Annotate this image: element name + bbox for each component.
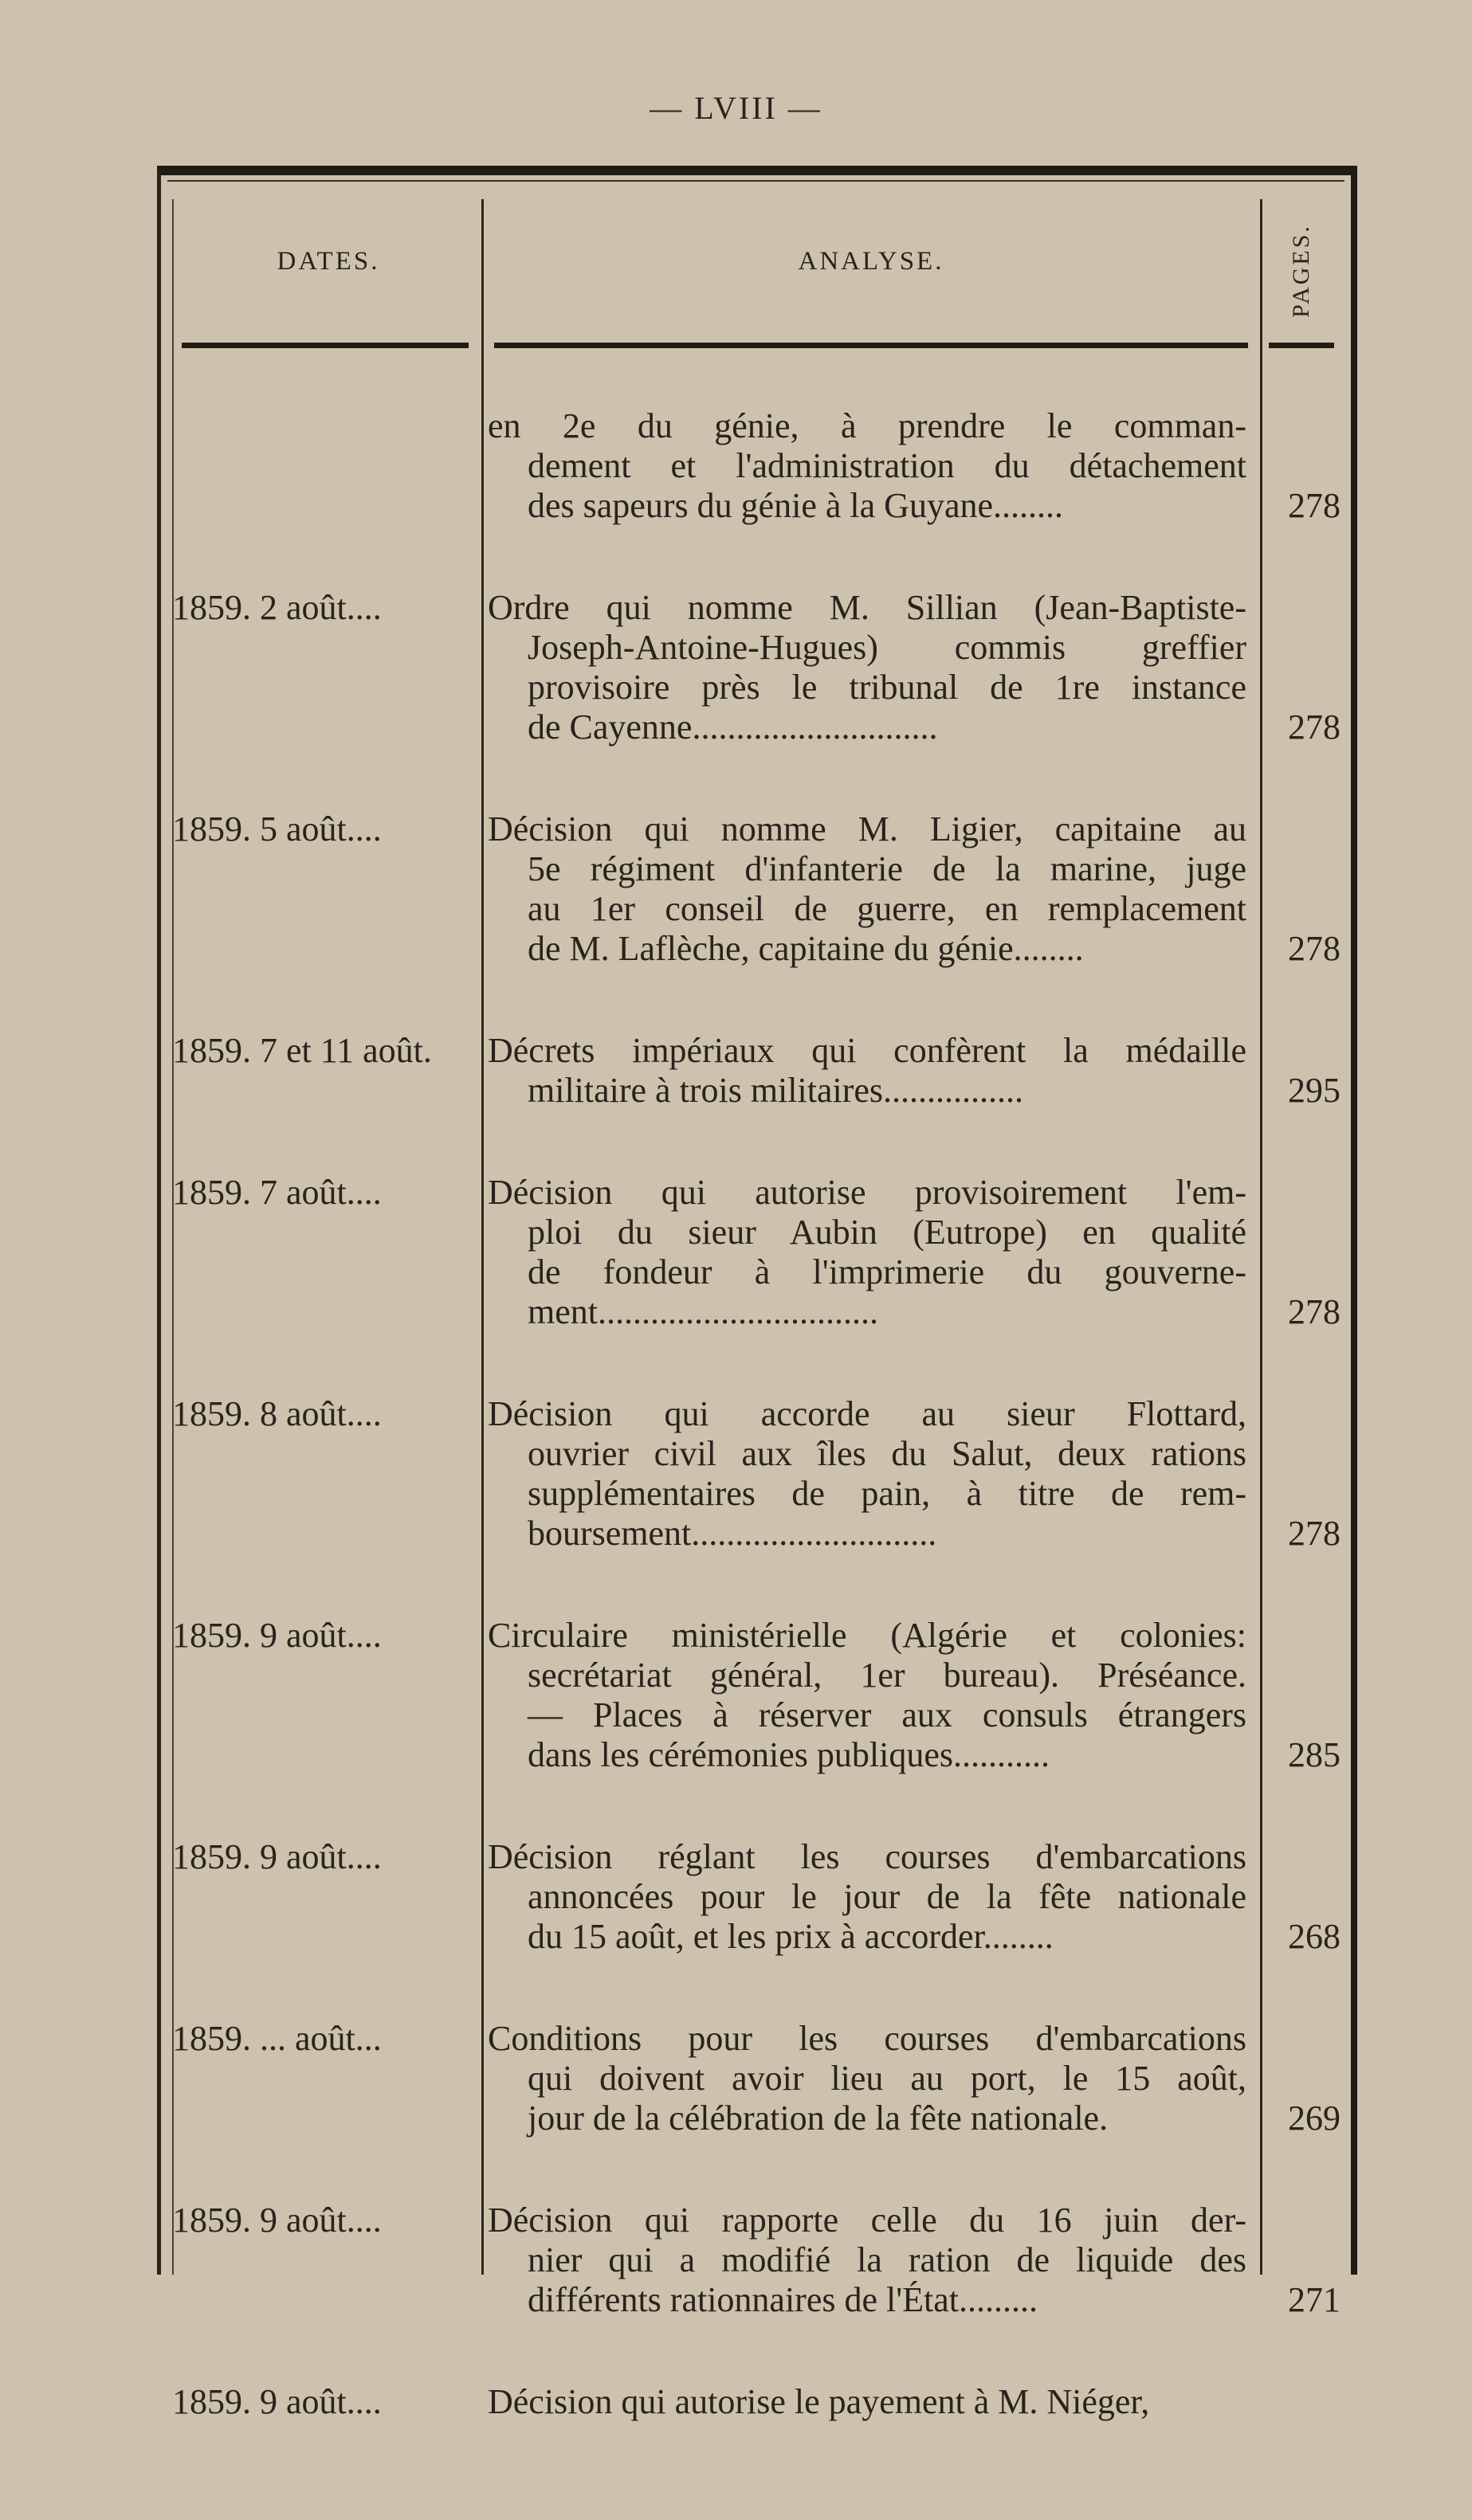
row-page-number: 295 bbox=[1288, 1071, 1341, 1110]
analysis-line: jour de la célébration de la fête nationale. bbox=[528, 2099, 1109, 2138]
table-row bbox=[161, 1394, 1341, 1554]
row-date: 1859. 9 août.... bbox=[172, 2201, 382, 2240]
analysis-line: militaire à trois militaires................ bbox=[528, 1071, 1023, 1110]
row-page-number: 271 bbox=[1288, 2280, 1341, 2319]
analysis-line: des sapeurs du génie à la Guyane........ bbox=[528, 486, 1064, 525]
row-date: 1859. 2 août.... bbox=[172, 588, 382, 627]
header-rule-analyse bbox=[494, 343, 1248, 348]
row-page-number: 285 bbox=[1288, 1735, 1341, 1774]
inner-top-rule bbox=[167, 180, 1344, 182]
table-row bbox=[161, 2019, 1341, 2138]
analysis-line: de Cayenne............................ bbox=[528, 707, 938, 747]
row-date: 1859. 8 août.... bbox=[172, 1394, 382, 1433]
table-frame bbox=[157, 166, 1357, 2421]
analysis-line: ploi du sieur Aubin (Eutrope) en qualité bbox=[528, 1213, 1246, 1252]
analysis-line: Conditions pour les courses d'embarcations bbox=[488, 2019, 1246, 2058]
analysis-line: — Places à réserver aux consuls étrangers bbox=[528, 1695, 1246, 1734]
analysis-line: ment................................ bbox=[528, 1292, 878, 1331]
row-page-number: 278 bbox=[1288, 929, 1341, 968]
analysis-line: Décision qui nomme M. Ligier, capitaine au bbox=[488, 809, 1246, 848]
analysis-line: secrétariat général, 1er bureau). Préséance. bbox=[528, 1656, 1246, 1695]
analysis-line: Décision qui autorise le payement à M. Niéger, bbox=[488, 2382, 1150, 2421]
analysis-line: dement et l'administration du détachement bbox=[528, 446, 1246, 485]
row-page-number: 278 bbox=[1288, 486, 1341, 525]
header-rule-pages bbox=[1269, 343, 1334, 348]
row-analysis bbox=[488, 1837, 1246, 1957]
analysis-line: ouvrier civil aux îles du Salut, deux rations bbox=[528, 1434, 1246, 1473]
analysis-line: Décrets impériaux qui confèrent la médaille bbox=[488, 1031, 1246, 1070]
row-analysis bbox=[488, 1616, 1246, 1775]
analysis-line: annoncées pour le jour de la fête nationale bbox=[528, 1877, 1246, 1916]
row-page-number: 268 bbox=[1288, 1917, 1341, 1956]
row-analysis bbox=[488, 2201, 1246, 2320]
table-row bbox=[161, 809, 1341, 969]
table-row bbox=[161, 2201, 1341, 2320]
row-page-number: 278 bbox=[1288, 1292, 1341, 1331]
analysis-line: Décision qui rapporte celle du 16 juin der- bbox=[488, 2201, 1246, 2240]
analysis-line: Ordre qui nomme M. Sillian (Jean-Baptiste- bbox=[488, 588, 1246, 627]
row-date: 1859. 7 et 11 août. bbox=[172, 1031, 432, 1070]
table-row bbox=[161, 588, 1341, 747]
analysis-line: boursement............................ bbox=[528, 1514, 937, 1553]
analysis-line: en 2e du génie, à prendre le comman- bbox=[488, 406, 1246, 445]
row-analysis bbox=[488, 588, 1246, 747]
analysis-line: Circulaire ministérielle (Algérie et colonies: bbox=[488, 1616, 1246, 1655]
analysis-line: nier qui a modifié la ration de liquide des bbox=[528, 2240, 1246, 2279]
analysis-line: dans les cérémonies publiques........... bbox=[528, 1735, 1050, 1774]
analysis-line: Décision qui accorde au sieur Flottard, bbox=[488, 1394, 1246, 1433]
analysis-line: supplémentaires de pain, à titre de rem- bbox=[528, 1474, 1246, 1513]
row-analysis bbox=[488, 2019, 1246, 2138]
header-pages-label: PAGES. bbox=[1288, 224, 1314, 318]
header-pages bbox=[1270, 223, 1333, 319]
row-date: 1859. 9 août.... bbox=[172, 1616, 382, 1655]
analysis-line: du 15 août, et les prix à accorder........ bbox=[528, 1917, 1054, 1956]
row-date: 1859. 9 août.... bbox=[172, 1837, 382, 1876]
analysis-line: Joseph-Antoine-Hugues) commis greffier bbox=[528, 628, 1246, 667]
row-page-number: 278 bbox=[1288, 1514, 1341, 1553]
row-analysis bbox=[488, 1173, 1246, 1332]
table-row bbox=[161, 1616, 1341, 1775]
analysis-line: provisoire près le tribunal de 1re instance bbox=[528, 668, 1246, 707]
table-row bbox=[161, 1837, 1341, 1957]
row-analysis bbox=[488, 1031, 1246, 1111]
table-row bbox=[161, 1173, 1341, 1332]
row-analysis bbox=[488, 2382, 1246, 2422]
row-page-number: 269 bbox=[1288, 2099, 1341, 2138]
analysis-line: qui doivent avoir lieu au port, le 15 août, bbox=[528, 2059, 1246, 2098]
header-analyse: ANALYSE. bbox=[798, 247, 944, 276]
row-date: 1859. 9 août.... bbox=[172, 2382, 382, 2421]
analysis-line: au 1er conseil de guerre, en remplacement bbox=[528, 889, 1246, 928]
table-row bbox=[161, 1031, 1341, 1111]
row-analysis bbox=[488, 406, 1246, 526]
analysis-line: Décision réglant les courses d'embarcations bbox=[488, 1837, 1246, 1876]
row-analysis bbox=[488, 809, 1246, 969]
page-number: — LVIII — bbox=[650, 90, 822, 126]
analysis-line: 5e régiment d'infanterie de la marine, juge bbox=[528, 849, 1246, 888]
table-row bbox=[161, 2382, 1341, 2422]
row-date: 1859. ... août... bbox=[172, 2019, 382, 2058]
analysis-line: différents rationnaires de l'État......... bbox=[528, 2280, 1038, 2319]
row-page-number: 278 bbox=[1288, 707, 1341, 747]
row-analysis bbox=[488, 1394, 1246, 1554]
row-date: 1859. 5 août.... bbox=[172, 809, 382, 848]
analysis-line: Décision qui autorise provisoirement l'em- bbox=[488, 1173, 1246, 1212]
analysis-line: de fondeur à l'imprimerie du gouverne- bbox=[528, 1252, 1246, 1291]
table-row bbox=[161, 406, 1341, 526]
header-rule-dates bbox=[182, 343, 469, 348]
row-date: 1859. 7 août.... bbox=[172, 1173, 382, 1212]
analysis-line: de M. Laflèche, capitaine du génie........ bbox=[528, 929, 1084, 968]
table-body bbox=[161, 406, 1341, 2484]
header-dates: DATES. bbox=[277, 247, 380, 276]
